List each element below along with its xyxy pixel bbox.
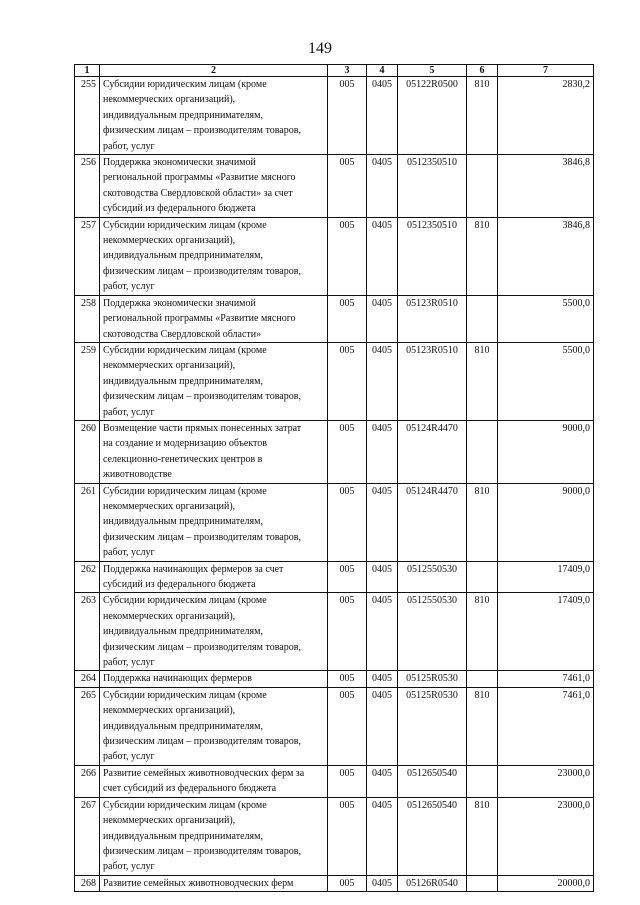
header-col-6: 6: [467, 65, 498, 77]
row-section-code: 0405: [367, 875, 398, 891]
row-description: Поддержка экономически значимой региональной программы «Развитие мясного скотоводства Свердловской области»: [100, 295, 328, 342]
table-row: [75, 77, 594, 155]
row-ministry-code: 005: [328, 217, 367, 295]
row-section-code: 0405: [367, 797, 398, 875]
row-description: Субсидии юридическим лицам (кроме некоммерческих организаций), индивидуальным предпринимателям, физическим лицам – производителям товаров, работ, услуг: [100, 593, 328, 671]
row-ministry-code: 005: [328, 671, 367, 687]
row-description: Поддержка экономически значимой региональной программы «Развитие мясного скотоводства Свердловской области» за счет субсидий из федерального бюджета: [100, 155, 328, 218]
table-row: [75, 295, 594, 342]
row-number: 259: [75, 342, 100, 420]
row-description: Субсидии юридическим лицам (кроме некоммерческих организаций), индивидуальным предпринимателям, физическим лицам – производителям товаров, работ, услуг: [100, 217, 328, 295]
table-row: [75, 687, 594, 765]
row-target-article: 0512650540: [398, 765, 467, 797]
row-expense-type: 810: [467, 483, 498, 561]
row-number: 268: [75, 875, 100, 891]
row-number: 260: [75, 420, 100, 483]
row-target-article: 0512650540: [398, 797, 467, 875]
row-description: Субсидии юридическим лицам (кроме некоммерческих организаций), индивидуальным предпринимателям, физическим лицам – производителям товаров, работ, услуг: [100, 797, 328, 875]
table-row: [75, 483, 594, 561]
table-header-row: [75, 65, 594, 77]
row-amount: 2830,2: [498, 77, 594, 155]
row-amount: 17409,0: [498, 561, 594, 593]
table-row: [75, 875, 594, 891]
row-number: 257: [75, 217, 100, 295]
row-ministry-code: 005: [328, 342, 367, 420]
table-row: [75, 420, 594, 483]
table-row: [75, 593, 594, 671]
row-target-article: 05122R0500: [398, 77, 467, 155]
row-ministry-code: 005: [328, 687, 367, 765]
table-row: [75, 155, 594, 218]
row-number: 265: [75, 687, 100, 765]
header-col-2: 2: [100, 65, 328, 77]
table-row: [75, 342, 594, 420]
row-target-article: 05123R0510: [398, 342, 467, 420]
row-expense-type: 810: [467, 687, 498, 765]
row-section-code: 0405: [367, 420, 398, 483]
row-section-code: 0405: [367, 593, 398, 671]
row-section-code: 0405: [367, 561, 398, 593]
row-description: Поддержка начинающих фермеров: [100, 671, 328, 687]
row-expense-type: 810: [467, 797, 498, 875]
row-amount: 5500,0: [498, 342, 594, 420]
row-expense-type: 810: [467, 342, 498, 420]
row-target-article: 0512550530: [398, 593, 467, 671]
row-number: 263: [75, 593, 100, 671]
row-expense-type: [467, 295, 498, 342]
row-description: Субсидии юридическим лицам (кроме некоммерческих организаций), индивидуальным предпринимателям, физическим лицам – производителям товаров, работ, услуг: [100, 483, 328, 561]
row-ministry-code: 005: [328, 561, 367, 593]
row-target-article: 05123R0510: [398, 295, 467, 342]
header-col-7: 7: [498, 65, 594, 77]
row-section-code: 0405: [367, 77, 398, 155]
row-target-article: 05126R0540: [398, 875, 467, 891]
row-amount: 7461,0: [498, 687, 594, 765]
row-section-code: 0405: [367, 155, 398, 218]
row-ministry-code: 005: [328, 155, 367, 218]
row-number: 267: [75, 797, 100, 875]
row-section-code: 0405: [367, 687, 398, 765]
row-section-code: 0405: [367, 765, 398, 797]
row-section-code: 0405: [367, 342, 398, 420]
row-number: 266: [75, 765, 100, 797]
row-expense-type: [467, 155, 498, 218]
row-expense-type: [467, 561, 498, 593]
row-amount: 20000,0: [498, 875, 594, 891]
row-description: Субсидии юридическим лицам (кроме некоммерческих организаций), индивидуальным предпринимателям, физическим лицам – производителям товаров, работ, услуг: [100, 687, 328, 765]
row-target-article: 05125R0530: [398, 687, 467, 765]
row-ministry-code: 005: [328, 875, 367, 891]
row-ministry-code: 005: [328, 483, 367, 561]
row-ministry-code: 005: [328, 593, 367, 671]
table-row: [75, 797, 594, 875]
header-col-3: 3: [328, 65, 367, 77]
row-number: 264: [75, 671, 100, 687]
row-section-code: 0405: [367, 217, 398, 295]
row-target-article: 05124R4470: [398, 483, 467, 561]
row-expense-type: 810: [467, 217, 498, 295]
row-description: Субсидии юридическим лицам (кроме некоммерческих организаций), индивидуальным предпринимателям, физическим лицам – производителям товаров, работ, услуг: [100, 342, 328, 420]
row-description: Возмещение части прямых понесенных затрат на создание и модернизацию объектов селекционно-генетических центров в животноводстве: [100, 420, 328, 483]
row-expense-type: [467, 420, 498, 483]
row-ministry-code: 005: [328, 295, 367, 342]
row-amount: 9000,0: [498, 483, 594, 561]
row-description: Субсидии юридическим лицам (кроме некоммерческих организаций), индивидуальным предпринимателям, физическим лицам – производителям товаров, работ, услуг: [100, 77, 328, 155]
header-col-4: 4: [367, 65, 398, 77]
row-number: 258: [75, 295, 100, 342]
table-row: [75, 217, 594, 295]
row-amount: 3846,8: [498, 217, 594, 295]
row-amount: 23000,0: [498, 765, 594, 797]
page-number: 149: [308, 40, 332, 57]
row-amount: 3846,8: [498, 155, 594, 218]
table-row: [75, 671, 594, 687]
row-ministry-code: 005: [328, 77, 367, 155]
row-section-code: 0405: [367, 295, 398, 342]
row-target-article: 05125R0530: [398, 671, 467, 687]
row-amount: 5500,0: [498, 295, 594, 342]
table-body: [75, 77, 594, 892]
budget-table: [74, 64, 594, 892]
row-ministry-code: 005: [328, 420, 367, 483]
row-amount: 7461,0: [498, 671, 594, 687]
row-section-code: 0405: [367, 483, 398, 561]
row-section-code: 0405: [367, 671, 398, 687]
row-expense-type: 810: [467, 593, 498, 671]
row-expense-type: [467, 765, 498, 797]
row-number: 255: [75, 77, 100, 155]
row-description: Развитие семейных животноводческих ферм: [100, 875, 328, 891]
header-col-5: 5: [398, 65, 467, 77]
row-ministry-code: 005: [328, 797, 367, 875]
header-col-1: 1: [75, 65, 100, 77]
row-target-article: 0512350510: [398, 217, 467, 295]
row-ministry-code: 005: [328, 765, 367, 797]
row-number: 262: [75, 561, 100, 593]
row-expense-type: 810: [467, 77, 498, 155]
row-target-article: 0512350510: [398, 155, 467, 218]
row-number: 261: [75, 483, 100, 561]
row-expense-type: [467, 671, 498, 687]
row-target-article: 0512550530: [398, 561, 467, 593]
row-expense-type: [467, 875, 498, 891]
row-target-article: 05124R4470: [398, 420, 467, 483]
table-row: [75, 765, 594, 797]
row-description: Развитие семейных животноводческих ферм за счет субсидий из федерального бюджета: [100, 765, 328, 797]
row-number: 256: [75, 155, 100, 218]
row-amount: 9000,0: [498, 420, 594, 483]
row-amount: 23000,0: [498, 797, 594, 875]
table-row: [75, 561, 594, 593]
row-description: Поддержка начинающих фермеров за счет субсидий из федерального бюджета: [100, 561, 328, 593]
row-amount: 17409,0: [498, 593, 594, 671]
